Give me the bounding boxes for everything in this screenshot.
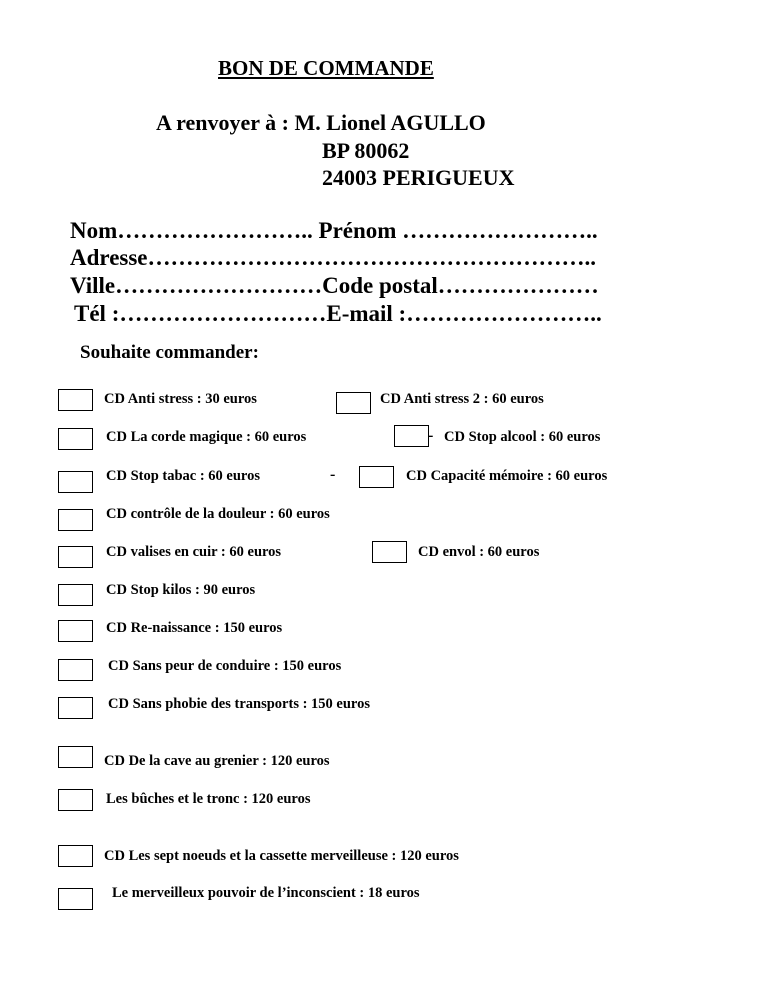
item-label-anti-stress-2: CD Anti stress 2 : 60 euros: [380, 391, 544, 407]
item-label-stop-tabac: CD Stop tabac : 60 euros: [106, 468, 260, 484]
item-label-controle-douleur: CD contrôle de la douleur : 60 euros: [106, 506, 330, 522]
item-label-stop-alcool: CD Stop alcool : 60 euros: [444, 429, 601, 445]
item-label-re-naissance: CD Re-naissance : 150 euros: [106, 620, 283, 636]
field-tel-email[interactable]: Tél :………………………E-mail :……………………..: [74, 301, 602, 326]
field-ville-code-postal[interactable]: Ville………………………Code postal…………………: [70, 273, 599, 298]
address-line-2: BP 80062: [322, 138, 410, 163]
checkbox-corde-magique[interactable]: [58, 428, 93, 450]
item-label-sept-noeuds: CD Les sept noeuds et la cassette merveilleuse : 120 euros: [104, 848, 459, 864]
item-label-buches-tronc: Les bûches et le tronc : 120 euros: [106, 791, 311, 807]
checkbox-stop-tabac[interactable]: [58, 471, 93, 493]
address-line-1: A renvoyer à : M. Lionel AGULLO: [156, 110, 486, 135]
checkbox-anti-stress[interactable]: [58, 389, 93, 411]
item-label-envol: CD envol : 60 euros: [418, 544, 540, 560]
item-label-anti-stress: CD Anti stress : 30 euros: [104, 391, 257, 407]
checkbox-sept-noeuds[interactable]: [58, 845, 93, 867]
item-label-merveilleux-pouvoir: Le merveilleux pouvoir de l’inconscient : 18 euros: [112, 885, 420, 901]
checkbox-valises-cuir[interactable]: [58, 546, 93, 568]
checkbox-re-naissance[interactable]: [58, 620, 93, 642]
field-adresse[interactable]: Adresse…………………………………………………..: [70, 245, 597, 270]
address-line-3: 24003 PERIGUEUX: [322, 165, 515, 190]
separator-dash: -: [330, 466, 336, 483]
item-label-cave-grenier: CD De la cave au grenier : 120 euros: [104, 753, 330, 769]
checkbox-sans-phobie-transports[interactable]: [58, 697, 93, 719]
separator-dash: -: [428, 427, 434, 444]
item-label-stop-kilos: CD Stop kilos : 90 euros: [106, 582, 256, 598]
item-label-sans-peur-conduire: CD Sans peur de conduire : 150 euros: [108, 658, 342, 674]
checkbox-stop-alcool[interactable]: [394, 425, 429, 447]
checkbox-envol[interactable]: [372, 541, 407, 563]
checkbox-capacite-memoire[interactable]: [359, 466, 394, 488]
item-label-valises-cuir: CD valises en cuir : 60 euros: [106, 544, 282, 560]
checkbox-buches-tronc[interactable]: [58, 789, 93, 811]
checkbox-stop-kilos[interactable]: [58, 584, 93, 606]
order-subtitle: Souhaite commander:: [80, 342, 259, 363]
checkbox-cave-grenier[interactable]: [58, 746, 93, 768]
checkbox-merveilleux-pouvoir[interactable]: [58, 888, 93, 910]
item-label-corde-magique: CD La corde magique : 60 euros: [106, 429, 307, 445]
checkbox-controle-douleur[interactable]: [58, 509, 93, 531]
item-label-sans-phobie-transports: CD Sans phobie des transports : 150 euros: [108, 696, 370, 712]
field-nom-prenom[interactable]: Nom…………………….. Prénom ……………………..: [70, 218, 598, 243]
page-title: BON DE COMMANDE: [218, 56, 434, 80]
checkbox-anti-stress-2[interactable]: [336, 392, 371, 414]
item-label-capacite-memoire: CD Capacité mémoire : 60 euros: [406, 468, 608, 484]
checkbox-sans-peur-conduire[interactable]: [58, 659, 93, 681]
